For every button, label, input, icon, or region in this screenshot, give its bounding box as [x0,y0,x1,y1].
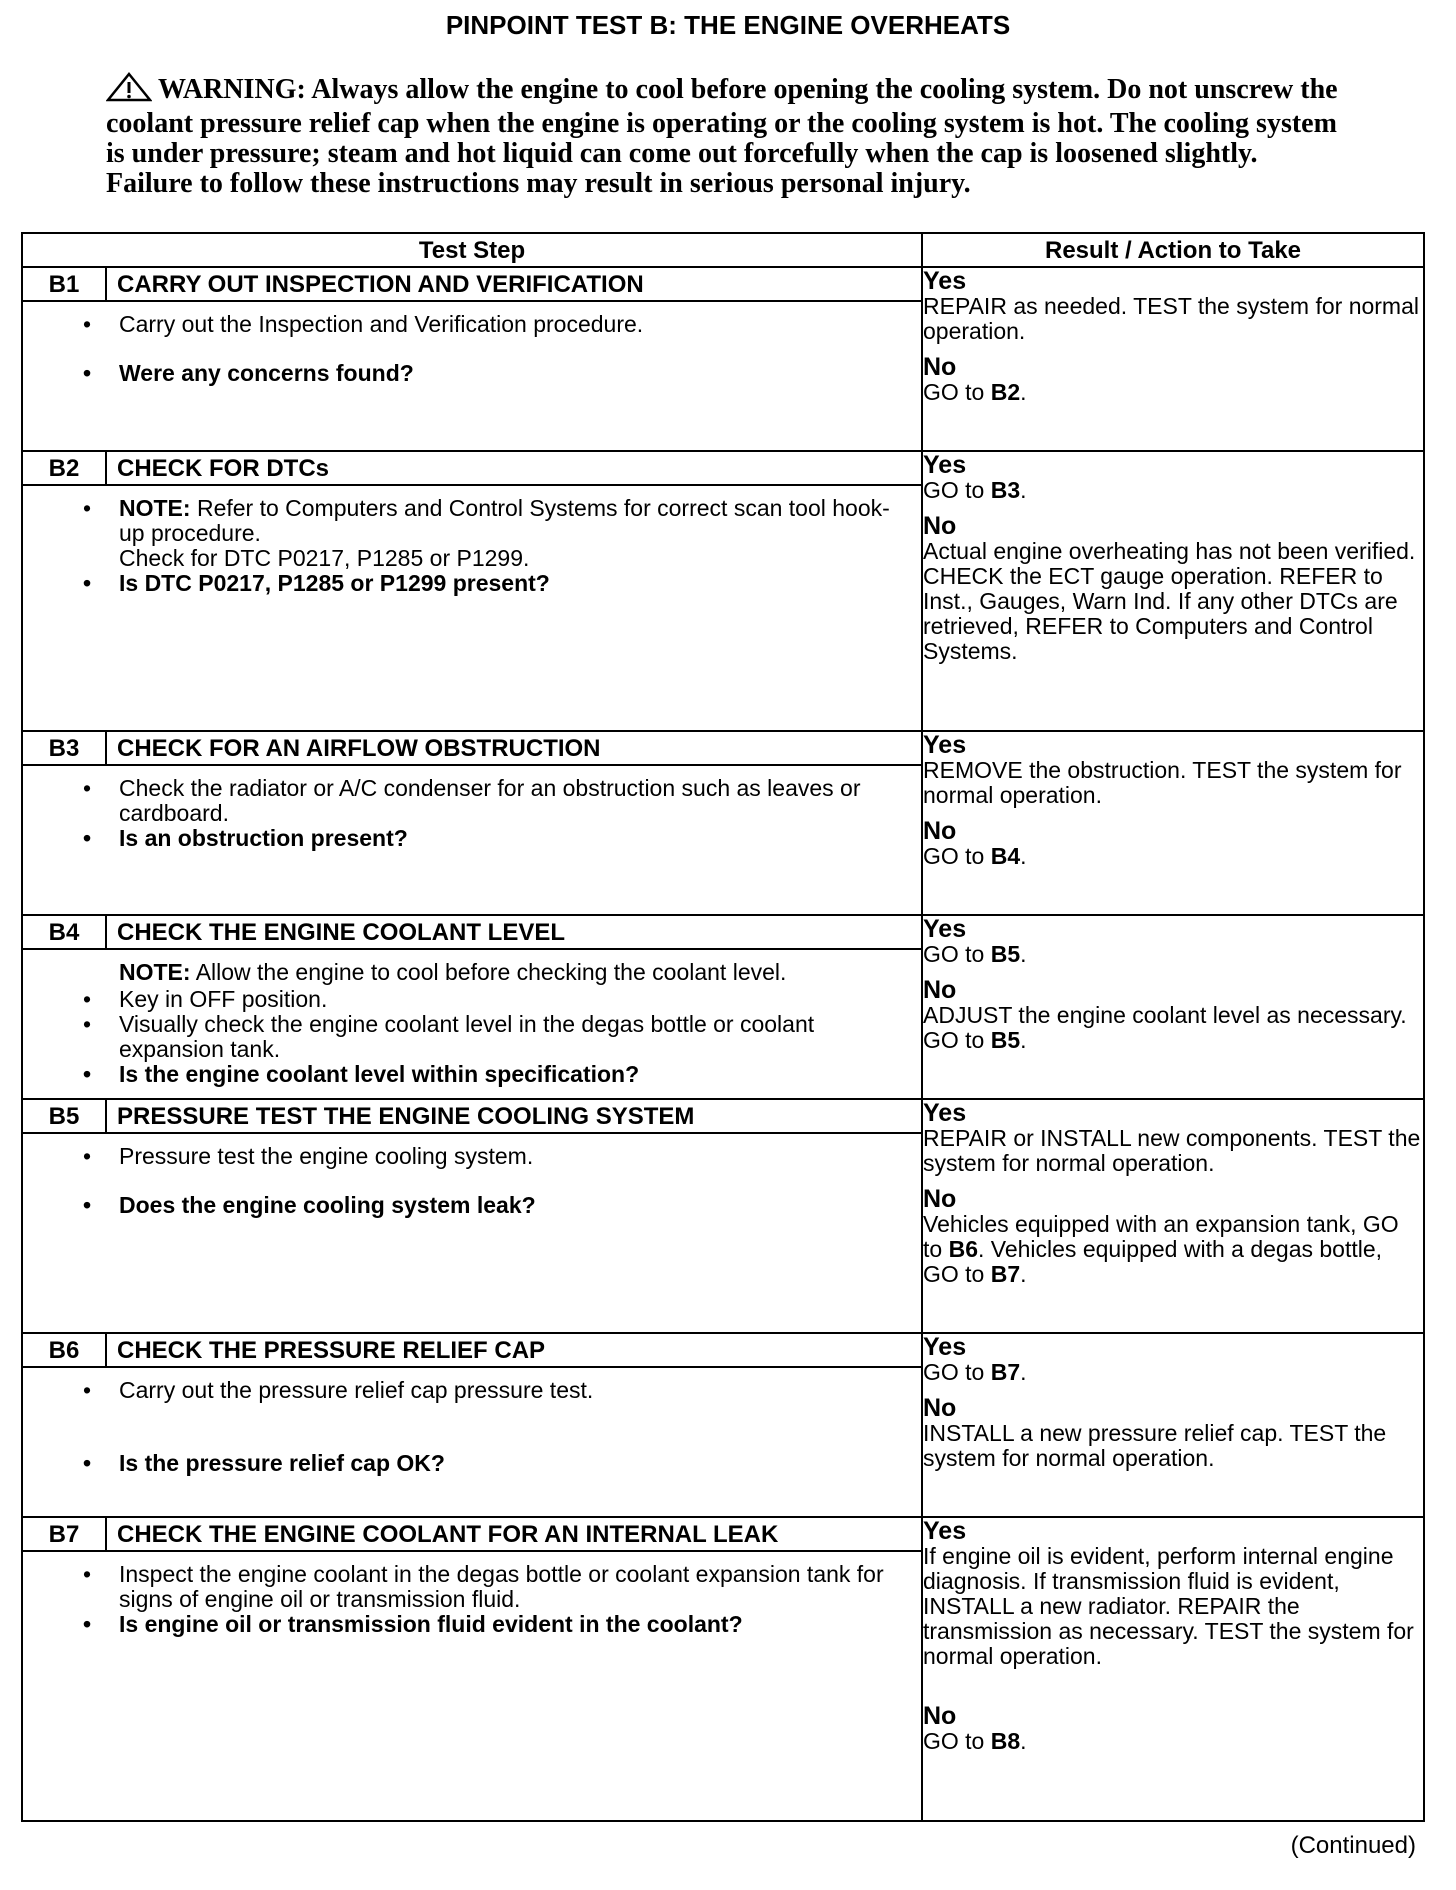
step-question: • Is engine oil or transmission fluid evident in the coolant? [119,1612,905,1637]
yes-label: Yes [923,1099,967,1127]
yes-label: Yes [923,451,967,479]
step-bullet: • Carry out the Inspection and Verification procedure. [119,312,905,337]
step-heading: CHECK THE ENGINE COOLANT LEVEL [106,915,922,949]
step-bullet: • Inspect the engine coolant in the degas bottle or coolant expansion tank for signs of engine oil or transmission fluid. [119,1562,905,1612]
no-label: No [923,1702,957,1730]
note-text: Allow the engine to cool before checking the coolant level. [195,959,787,985]
note-text: Refer to Computers and Control Systems for correct scan tool hook-up procedure. [119,495,890,546]
step-id: B2 [22,451,106,485]
step-b7-body [22,1551,922,1821]
no-label: No [923,512,957,540]
continued-label: (Continued) [1290,1832,1416,1859]
note-label: NOTE: [119,959,191,985]
step-question: • Were any concerns found? [119,361,905,386]
no-label: No [923,1394,957,1422]
step-b1-body [22,301,922,451]
step-b6-heading-row [22,1333,1424,1367]
yes-action: If engine oil is evident, perform internal engine diagnosis. If transmission fluid is evident, INSTALL a new radiator. REPAIR the transmission as necessary. TEST the system for normal operation. [923,1543,1414,1669]
step-b3-heading-row [22,731,1424,765]
no-action: GO to B8. [923,1728,1027,1754]
step-b5-heading-row [22,1099,1424,1133]
yes-label: Yes [923,915,967,943]
yes-label: Yes [923,267,967,295]
step-bullet: • Pressure test the engine cooling system. [119,1144,905,1169]
yes-label: Yes [923,1333,967,1361]
no-action: GO to B2. [923,379,1027,405]
warning-triangle-icon [106,72,152,109]
no-action: ADJUST the engine coolant level as necessary. GO to B5. [923,1002,1407,1053]
yes-action: REMOVE the obstruction. TEST the system for normal operation. [923,757,1402,808]
step-bullet: • Check the radiator or A/C condenser for an obstruction such as leaves or cardboard. [119,776,905,826]
step-id: B5 [22,1099,106,1133]
step-b1-heading-row [22,267,1424,301]
step-heading: PRESSURE TEST THE ENGINE COOLING SYSTEM [106,1099,922,1133]
step-id: B4 [22,915,106,949]
step-heading: CHECK THE ENGINE COOLANT FOR AN INTERNAL LEAK [106,1517,922,1551]
warning-text: WARNING: Always allow the engine to cool before opening the cooling system. Do not unscrew the coolant pressure relief cap when the engine is operating or the cooling system is hot. The cooling system is under pressure; steam and hot liquid can come out forcefully when the cap is loosened slightly. Failure to follow these instructions may result in serious personal injury. [106,74,1338,199]
no-label: No [923,353,957,381]
step-heading: CHECK THE PRESSURE RELIEF CAP [106,1333,922,1367]
no-label: No [923,976,957,1004]
step-b6-result [922,1333,1424,1517]
no-label: No [923,817,957,845]
step-id: B3 [22,731,106,765]
page-title: PINPOINT TEST B: THE ENGINE OVERHEATS [445,10,1011,40]
step-heading: CHECK FOR DTCs [106,451,922,485]
step-b5-result [922,1099,1424,1333]
no-action: Vehicles equipped with an expansion tank, GO to B6. Vehicles equipped with a degas bottle, GO to B7. [923,1211,1399,1287]
note-label: NOTE: [119,495,191,521]
step-id: B1 [22,267,106,301]
step-bullet: • Visually check the engine coolant level in the degas bottle or coolant expansion tank. [119,1012,905,1062]
step-b7-heading-row [22,1517,1424,1551]
col-header-test-step: Test Step [22,233,922,267]
step-b5-body [22,1133,922,1333]
step-heading: CHECK FOR AN AIRFLOW OBSTRUCTION [106,731,922,765]
yes-action: REPAIR as needed. TEST the system for normal operation. [923,293,1419,344]
step-note [23,950,921,985]
step-question: • Does the engine cooling system leak? [119,1193,905,1218]
step-b3-body [22,765,922,915]
no-action: Actual engine overheating has not been verified. CHECK the ECT gauge operation. REFER to Inst., Gauges, Warn Ind. If any other DTCs are retrieved, REFER to Computers and Control Systems. [923,538,1416,664]
step-bullet [119,496,905,571]
pinpoint-test-table [21,232,1425,1822]
step-b6-body [22,1367,922,1517]
step-b4-result [922,915,1424,1099]
step-b4-body [22,949,922,1099]
step-question: • Is an obstruction present? [119,826,905,851]
step-id: B7 [22,1517,106,1551]
step-id: B6 [22,1333,106,1367]
step-b2-body [22,485,922,731]
yes-action: GO to B3. [923,477,1027,503]
step-b4-heading-row [22,915,1424,949]
step-b7-result [922,1517,1424,1821]
warning-block [106,72,1346,199]
step-b1-result [922,267,1424,451]
yes-label: Yes [923,731,967,759]
table-header-row [22,233,1424,267]
step-question: • Is the pressure relief cap OK? [119,1451,905,1476]
step-bullet: • Key in OFF position. [119,987,905,1012]
step-b2-heading-row [22,451,1424,485]
no-action: INSTALL a new pressure relief cap. TEST the system for normal operation. [923,1420,1387,1471]
step-bullet: • Carry out the pressure relief cap pressure test. [119,1378,905,1403]
yes-label: Yes [923,1517,967,1545]
step-b3-result [922,731,1424,915]
check-text: Check for DTC P0217, P1285 or P1299. [119,545,530,571]
yes-action: GO to B5. [923,941,1027,967]
col-header-result: Result / Action to Take [922,233,1424,267]
step-b2-result [922,451,1424,731]
no-action: GO to B4. [923,843,1027,869]
step-question: • Is DTC P0217, P1285 or P1299 present? [119,571,905,596]
step-question: • Is the engine coolant level within specification? [119,1062,905,1087]
yes-action: REPAIR or INSTALL new components. TEST the system for normal operation. [923,1125,1421,1176]
yes-action: GO to B7. [923,1359,1027,1385]
no-label: No [923,1185,957,1213]
step-heading: CARRY OUT INSPECTION AND VERIFICATION [106,267,922,301]
